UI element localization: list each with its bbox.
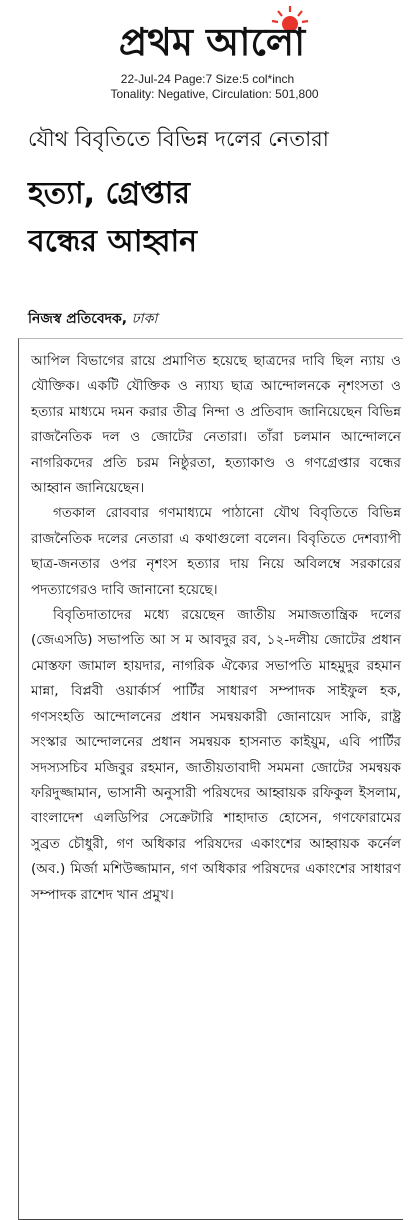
body-paragraph: বিবৃতিদাতাদের মধ্যে রয়েছেন জাতীয় সমাজতান্ত্রিক দলের (জেএসডি) সভাপতি আ স ম আবদুর রব, ১২-দলীয় জোটের প্রধান মোস্তফা জামাল হায়দার, নাগরিক ঐক্যের সভাপতি মাহমুদুর রহমান মান্না, বিপ্লবী ওয়ার্কার্স পার্টির সাধারণ সম্পাদক সাইফুল হক, গণসংহতি আন্দোলনের প্রধান সমন্বয়কারী জোনায়েদ সাকি, রাষ্ট্র সংস্কার আন্দোলনের প্রধান সমন্বয়ক হাসনাত কাইয়ুম, এবি পার্টির সদস্যসচিব মজিবুর রহমান, জাতীয়তাবাদী সমমনা জোটের সমন্বয়ক ফরিদুজ্জামান, ভাসানী অনুসারী পরিষদের আহ্বায়ক রফিকুল ইসলাম, বাংলাদেশ এলডিপির সেক্রেটারি শাহাদাত হোসেন, গণফোরামের সুব্রত চৌধুরী, গণ অধিকার পরিষদের একাংশের আহ্বায়ক কর্নেল (অব.) মির্জা মশিউজ্জামান, গণ অধিকার পরিষদের একাংশের সাধারণ সম্পাদক রাশেদ খান প্রমুখ। (31, 607, 401, 903)
article (0, 118, 415, 1168)
article-body-frame (18, 338, 403, 1220)
article-kicker: যৌথ বিবৃতিতে বিভিন্ন দলের নেতারা (28, 127, 329, 151)
headline-line: হত্যা, গ্রেপ্তার (28, 176, 191, 211)
clip-tonality: Tonality: Negative, Circulation: 501,800 (110, 87, 319, 101)
clip-meta (0, 72, 415, 102)
body-paragraph: গতকাল রোববার গণমাধ্যমে পাঠানো যৌথ বিবৃতিতে বিভিন্ন রাজনৈতিক দলের নেতারা এ কথাগুলো বলেন। বিবৃতিতে দেশব্যাপী ছাত্র-জনতার ওপর নৃশংস হত্যার দায় নিয়ে অবিলম্বে সরকারের পদত্যাগেরও দাবি জানানো হয়েছে। (31, 505, 401, 598)
article-body (31, 349, 401, 908)
byline (28, 308, 408, 330)
logo-wordmark: প্রথম আলো (118, 20, 306, 64)
headline-line: বন্ধের আহ্বান (28, 224, 198, 259)
newspaper-logo (74, 4, 350, 70)
body-paragraph: আপিল বিভাগের রায়ে প্রমাণিত হয়েছে ছাত্রদের দাবি ছিল ন্যায় ও যৌক্তিক। একটি যৌক্তিক ও ন্যায্য ছাত্র আন্দোলনকে নৃশংসতা ও হত্যার মাধ্যমে দমন করার তীব্র নিন্দা ও প্রতিবাদ জানিয়েছেন বিভিন্ন রাজনৈতিক দল ও জোটের নেতারা। তাঁরা চলমান আন্দোলনে নাগরিকদের প্রতি চরম নিষ্ঠুরতা, হত্যাকাণ্ড ও গণগ্রেপ্তার বন্ধের আহ্বান জানিয়েছেন। (31, 353, 401, 497)
clip-info: 22-Jul-24 Page:7 Size:5 col*inch (120, 72, 295, 86)
masthead (0, 0, 415, 112)
byline-place: ঢাকা (131, 311, 158, 327)
byline-author: নিজস্ব প্রতিবেদক, (28, 311, 128, 327)
article-headline (28, 170, 408, 266)
